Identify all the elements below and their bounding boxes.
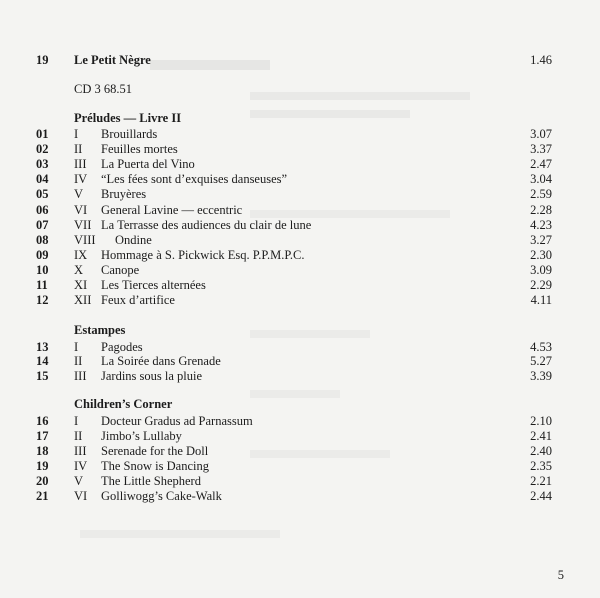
track-number: 08: [36, 233, 49, 247]
track-duration: 5.27: [530, 354, 552, 368]
track-row: [0, 368, 600, 384]
track-duration: 2.35: [530, 459, 552, 473]
track-roman: VI: [74, 489, 88, 503]
track-roman: I: [74, 127, 79, 141]
track-duration: 2.10: [530, 414, 552, 428]
track-number: 14: [36, 354, 49, 368]
track-duration: 2.44: [530, 489, 552, 503]
track-title: Brouillards: [101, 127, 158, 141]
track-row: [0, 413, 600, 429]
track-duration: 2.41: [530, 429, 552, 443]
track-roman: III: [74, 444, 87, 458]
track-title: Serenade for the Doll: [101, 444, 209, 458]
track-roman: II: [74, 354, 83, 368]
track-roman: I: [74, 340, 79, 354]
track-number: 02: [36, 142, 49, 156]
track-duration: 2.59: [530, 187, 552, 201]
track-number: 05: [36, 187, 49, 201]
track-roman: XII: [74, 293, 92, 307]
track-duration: 2.40: [530, 444, 552, 458]
track-title: Les Tierces alternées: [101, 278, 206, 292]
track-title: Pagodes: [101, 340, 143, 354]
track-row: [0, 202, 600, 218]
track-duration: 3.04: [530, 172, 552, 186]
track-roman: I: [74, 414, 79, 428]
track-roman: IV: [74, 459, 88, 473]
track-row: [0, 443, 600, 459]
track-duration: 2.29: [530, 278, 552, 292]
track-duration: 1.46: [530, 53, 552, 67]
track-title: La Soirée dans Grenade: [101, 354, 221, 368]
track-title: Feuilles mortes: [101, 142, 178, 156]
track-title: Docteur Gradus ad Parnassum: [101, 414, 253, 428]
track-duration: 2.28: [530, 203, 552, 217]
track-number: 07: [36, 218, 49, 232]
track-duration: 4.23: [530, 218, 552, 232]
track-roman: V: [74, 474, 84, 488]
track-title: The Snow is Dancing: [101, 459, 209, 473]
track-number: 21: [36, 489, 49, 503]
track-row: [0, 262, 600, 278]
track-duration: 4.53: [530, 340, 552, 354]
track-duration: 2.30: [530, 248, 552, 262]
track-number: 10: [36, 263, 49, 277]
track-roman: III: [74, 369, 87, 383]
track-duration: 3.07: [530, 127, 552, 141]
track-duration: 3.27: [530, 233, 552, 247]
track-number: 06: [36, 203, 49, 217]
track-row: [0, 292, 600, 308]
track-row: [0, 141, 600, 157]
section-title-estampes: Estampes: [74, 323, 126, 337]
track-roman: III: [74, 157, 87, 171]
track-row: [0, 171, 600, 187]
track-number: 01: [36, 127, 49, 141]
cd-label: CD 3 68.51: [74, 82, 132, 96]
track-title: Jardins sous la pluie: [101, 369, 203, 383]
page-number: 5: [557, 568, 564, 582]
track-title: Le Petit Nègre: [74, 53, 151, 67]
track-roman: VIII: [74, 233, 96, 247]
track-duration: 3.37: [530, 142, 552, 156]
track-number: 09: [36, 248, 49, 262]
track-row: [0, 247, 600, 263]
track-row: [0, 126, 600, 142]
track-number: 20: [36, 474, 49, 488]
track-row-top: [0, 52, 600, 68]
track-roman: IX: [74, 248, 88, 262]
track-number: 15: [36, 369, 49, 383]
track-number: 11: [36, 278, 48, 292]
track-title: Canope: [101, 263, 140, 277]
track-row: [0, 186, 600, 202]
track-roman: VI: [74, 203, 88, 217]
section-title-preludes: Préludes — Livre II: [74, 111, 182, 125]
track-title: Feux d’artifice: [101, 293, 175, 307]
section-title-childrens-corner: Children’s Corner: [74, 397, 173, 411]
track-number: 03: [36, 157, 49, 171]
track-number: 13: [36, 340, 49, 354]
track-roman: V: [74, 187, 84, 201]
track-roman: X: [74, 263, 84, 277]
track-row: [0, 428, 600, 444]
track-duration: 4.11: [530, 293, 552, 307]
track-duration: 3.09: [530, 263, 552, 277]
track-title: The Little Shepherd: [101, 474, 201, 488]
track-roman: II: [74, 429, 83, 443]
track-title: La Terrasse des audiences du clair de lune: [101, 218, 312, 232]
track-row: [0, 217, 600, 233]
track-number: 17: [36, 429, 49, 443]
track-title: Ondine: [115, 233, 152, 247]
track-title: “Les fées sont d’exquises danseuses”: [101, 172, 288, 186]
track-row: [0, 156, 600, 172]
track-roman: II: [74, 142, 83, 156]
track-number: 16: [36, 414, 49, 428]
track-title: General Lavine — eccentric: [101, 203, 243, 217]
track-title: La Puerta del Vino: [101, 157, 195, 171]
track-number: 19: [36, 459, 49, 473]
track-duration: 2.47: [530, 157, 552, 171]
track-roman: XI: [74, 278, 88, 292]
track-duration: 3.39: [530, 369, 552, 383]
track-number: 18: [36, 444, 49, 458]
track-row: [0, 277, 600, 293]
track-title: Bruyères: [101, 187, 147, 201]
track-number: 19: [36, 53, 49, 67]
track-number: 04: [36, 172, 49, 186]
track-title: Golliwogg’s Cake-Walk: [101, 489, 222, 503]
track-roman: IV: [74, 172, 88, 186]
track-row: [0, 232, 600, 248]
track-number: 12: [36, 293, 49, 307]
track-row: [0, 353, 600, 369]
track-row: [0, 488, 600, 504]
track-roman: VII: [74, 218, 92, 232]
track-row: [0, 473, 600, 489]
track-row: [0, 458, 600, 474]
track-duration: 2.21: [530, 474, 552, 488]
track-title: Jimbo’s Lullaby: [101, 429, 182, 443]
track-title: Hommage à S. Pickwick Esq. P.P.M.P.C.: [101, 248, 305, 262]
